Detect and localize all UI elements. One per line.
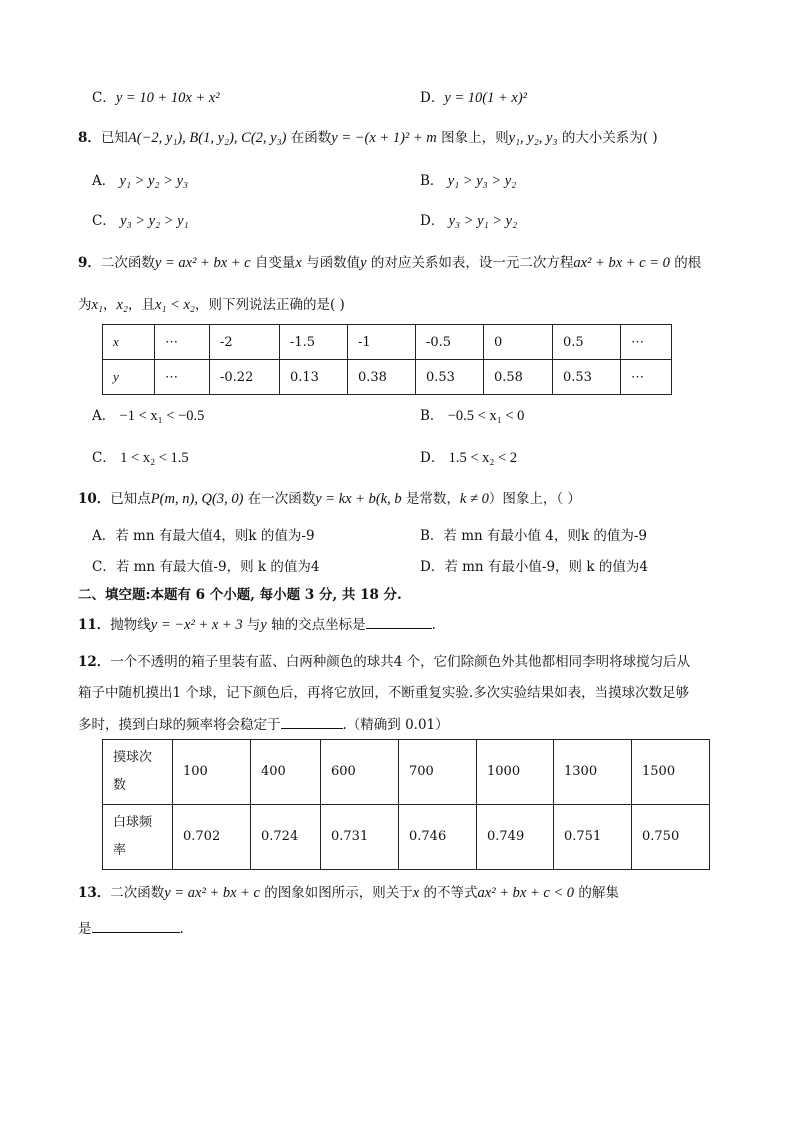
q9-option-a: A． −1 < x₁ < −0.5 — [92, 408, 205, 424]
answer-blank[interactable] — [366, 614, 432, 629]
table-header-cell: 摸球次 数 — [103, 740, 173, 805]
q12-experiment-table — [102, 739, 710, 870]
table-row-y — [103, 360, 672, 395]
table-cell: 400 — [251, 740, 321, 805]
q7-option-c: C．y = 10 + 10x + x² — [92, 90, 220, 106]
table-cell: 0.702 — [173, 805, 251, 870]
table-cell: 1300 — [554, 740, 632, 805]
q13-stem-line2: 是 . — [78, 918, 184, 939]
table-cell: -0.22 — [210, 360, 280, 395]
table-cell: 0.13 — [280, 360, 348, 395]
q10-stem: 10．已知点P(m, n), Q(3, 0) 在一次函数y = kx + b(k, b 是常数，k ≠ 0）图象上，（ ） — [78, 491, 581, 507]
q9-value-table — [102, 324, 672, 395]
question-number: 12． — [78, 654, 111, 670]
table-cell: ⋯ — [621, 325, 672, 360]
table-cell: 0.746 — [399, 805, 477, 870]
table-cell: 1000 — [477, 740, 554, 805]
table-cell: 0 — [484, 325, 553, 360]
table-cell: 0.731 — [321, 805, 399, 870]
table-cell: 1500 — [632, 740, 710, 805]
q12-stem-line2: 箱子中随机摸出1 个球，记下颜色后，再将它放回，不断重复实验.多次实验结果如表，当摸球次数足够 — [78, 685, 690, 701]
table-cell: y — [103, 360, 155, 395]
q10-option-b: B．若 mn 有最小值 4，则k 的值为-9 — [420, 528, 648, 544]
table-cell: 0.750 — [632, 805, 710, 870]
q11-stem: 11．抛物线y = −x² + x + 3 与y 轴的交点坐标是 . — [78, 614, 436, 635]
table-cell: ⋯ — [621, 360, 672, 395]
q12-stem-line1: 12．一个不透明的箱子里装有蓝、白两种颜色的球共4 个，它们除颜色外其他都相同李明将球搅匀后从 — [78, 654, 691, 670]
q8-stem: 8．已知A(−2, y₁), B(1, y₂), C(2, y₃) 在函数y = −(x + 1)² + m 图象上，则y₁, y₂, y₃ 的大小关系为( ) — [78, 130, 658, 146]
table-cell: ⋯ — [155, 325, 210, 360]
table-cell: ⋯ — [155, 360, 210, 395]
q12-stem-line3: 多时，摸到白球的频率将会稳定于 .（精确到 0.01） — [78, 714, 449, 735]
q9-option-d: D． 1.5 < x₂ < 2 — [420, 450, 518, 466]
table-cell: 0.751 — [554, 805, 632, 870]
answer-blank[interactable] — [92, 918, 180, 933]
table-cell: -0.5 — [416, 325, 484, 360]
q9-option-b: B． −0.5 < x₁ < 0 — [420, 408, 525, 424]
table-cell: 0.724 — [251, 805, 321, 870]
q10-option-d: D．若 mn 有最小值-9，则 k 的值为4 — [420, 559, 648, 575]
q8-option-b: B． y₁ > y₃ > y₂ — [420, 173, 517, 189]
q9-stem-line1: 9．二次函数y = ax² + bx + c 自变量x 与函数值y 的对应关系如表，设一元二次方程ax² + bx + c = 0 的根 — [78, 255, 702, 271]
table-cell: -1.5 — [280, 325, 348, 360]
q8-option-d: D． y₃ > y₁ > y₂ — [420, 213, 518, 229]
table-cell: 100 — [173, 740, 251, 805]
table-cell: 0.58 — [484, 360, 553, 395]
table-header-cell: 白球频 率 — [103, 805, 173, 870]
q8-option-a: A． y₁ > y₂ > y₃ — [92, 173, 189, 189]
question-number: 13． — [78, 885, 111, 901]
table-cell: 700 — [399, 740, 477, 805]
table-cell: -2 — [210, 325, 280, 360]
q9-stem-line2: 为x₁，x₂，且x₁ < x₂，则下列说法正确的是( ) — [78, 297, 345, 313]
table-cell: 600 — [321, 740, 399, 805]
question-number: 11． — [78, 617, 111, 633]
answer-blank[interactable] — [281, 714, 343, 729]
q10-option-a: A．若 mn 有最大值4，则k 的值为-9 — [92, 528, 315, 544]
table-cell: 0.749 — [477, 805, 554, 870]
table-cell: 0.53 — [553, 360, 621, 395]
table-row-counts — [103, 740, 710, 805]
question-number: 8． — [78, 130, 101, 146]
q8-option-c: C． y₃ > y₂ > y₁ — [92, 213, 189, 229]
q7-option-d: D．y = 10(1 + x)² — [420, 90, 528, 106]
table-row-x — [103, 325, 672, 360]
q10-option-c: C．若 mn 有最大值-9，则 k 的值为4 — [92, 559, 320, 575]
table-cell: 0.53 — [416, 360, 484, 395]
question-number: 9． — [78, 255, 101, 271]
table-cell: 0.38 — [348, 360, 416, 395]
section-heading: 二、填空题:本题有 6 个小题, 每小题 3 分, 共 18 分. — [78, 587, 402, 603]
table-cell: x — [103, 325, 155, 360]
table-cell: -1 — [348, 325, 416, 360]
q9-option-c: C． 1 < x₂ < 1.5 — [92, 450, 189, 466]
question-number: 10． — [78, 491, 111, 507]
table-cell: 0.5 — [553, 325, 621, 360]
q13-stem-line1: 13．二次函数y = ax² + bx + c 的图象如图所示，则关于x 的不等式ax² + bx + c < 0 的解集 — [78, 885, 619, 901]
table-row-freqs — [103, 805, 710, 870]
